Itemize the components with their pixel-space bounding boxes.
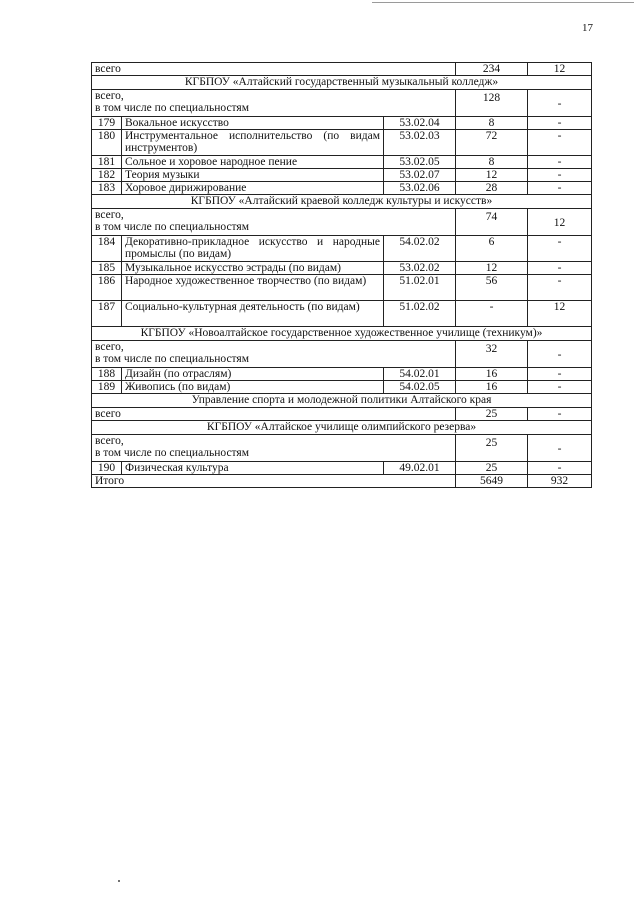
organization-name: КГБПОУ «Новоалтайское государственное художественное училище (техникум)» — [92, 327, 592, 341]
value-2: - — [528, 381, 592, 394]
specialty-code: 51.02.02 — [384, 301, 456, 327]
organization-header-row — [92, 76, 592, 90]
value-1: 56 — [456, 275, 528, 301]
specialty-row — [92, 169, 592, 182]
specialty-code: 53.02.02 — [384, 262, 456, 275]
subtotal-label-line-1: всего, — [95, 341, 124, 353]
organization-header-row — [92, 195, 592, 209]
value-2: 12 — [528, 301, 592, 327]
organization-header-row — [92, 327, 592, 341]
specialty-row — [92, 262, 592, 275]
value-2: - — [528, 182, 592, 195]
value-2: - — [528, 262, 592, 275]
row-number: 185 — [92, 262, 122, 275]
value-2: - — [528, 169, 592, 182]
specialty-row — [92, 381, 592, 394]
specialty-row — [92, 236, 592, 262]
subtotal-label-line-2: в том числе по специальностям — [95, 353, 249, 365]
row-number: 181 — [92, 156, 122, 169]
specialty-name: Декоративно-прикладное искусство и народные промыслы (по видам) — [122, 236, 384, 262]
specialty-name: Сольное и хоровое народное пение — [122, 156, 384, 169]
value-1: 5649 — [456, 475, 528, 488]
total-row — [92, 63, 592, 76]
value-2: - — [528, 130, 592, 156]
subtotal-label-line-1: всего, — [95, 90, 124, 102]
row-number: 184 — [92, 236, 122, 262]
row-number: 180 — [92, 130, 122, 156]
specialty-row — [92, 130, 592, 156]
specialty-name: Дизайн (по отраслям) — [122, 368, 384, 381]
specialty-code: 54.02.02 — [384, 236, 456, 262]
value-1: 8 — [456, 117, 528, 130]
scan-edge-line — [372, 2, 634, 3]
subtotal-label — [92, 209, 456, 236]
value-1: - — [456, 301, 528, 327]
row-number: 182 — [92, 169, 122, 182]
value-2: 12 — [528, 209, 592, 236]
subtotal-row — [92, 341, 592, 368]
specialty-name: Музыкальное искусство эстрады (по видам) — [122, 262, 384, 275]
value-2: - — [528, 368, 592, 381]
specialty-name: Социально-культурная деятельность (по видам) — [122, 301, 384, 327]
page-number: 17 — [582, 22, 593, 34]
value-1: 74 — [456, 209, 528, 236]
specialty-code: 51.02.01 — [384, 275, 456, 301]
value-1: 12 — [456, 169, 528, 182]
organization-name: КГБПОУ «Алтайское училище олимпийского резерва» — [92, 421, 592, 435]
subtotal-row — [92, 90, 592, 117]
value-2: - — [528, 236, 592, 262]
total-label: Итого — [92, 475, 456, 488]
value-2: - — [528, 156, 592, 169]
specialty-name: Теория музыки — [122, 169, 384, 182]
value-2: - — [528, 117, 592, 130]
subtotal-row — [92, 435, 592, 462]
specialty-code: 53.02.05 — [384, 156, 456, 169]
row-number: 188 — [92, 368, 122, 381]
subtotal-label-line-1: всего, — [95, 435, 124, 447]
organization-header-row — [92, 394, 592, 408]
subtotal-label — [92, 435, 456, 462]
total-label: всего — [92, 408, 456, 421]
subtotal-label-line-1: всего, — [95, 209, 124, 221]
specialty-row — [92, 368, 592, 381]
value-1: 8 — [456, 156, 528, 169]
organization-header-row — [92, 421, 592, 435]
specialty-row — [92, 301, 592, 327]
value-2: - — [528, 435, 592, 462]
total-row — [92, 475, 592, 488]
specialty-code: 53.02.06 — [384, 182, 456, 195]
specialty-name: Живопись (по видам) — [122, 381, 384, 394]
value-1: 6 — [456, 236, 528, 262]
specialty-row — [92, 462, 592, 475]
value-2: 932 — [528, 475, 592, 488]
specialty-row — [92, 117, 592, 130]
stray-mark — [118, 880, 120, 882]
specialty-row — [92, 182, 592, 195]
organization-name: КГБПОУ «Алтайский государственный музыкальный колледж» — [92, 76, 592, 90]
row-number: 187 — [92, 301, 122, 327]
total-row — [92, 408, 592, 421]
specialty-name: Физическая культура — [122, 462, 384, 475]
subtotal-label-line-2: в том числе по специальностям — [95, 447, 249, 459]
specialty-code: 53.02.07 — [384, 169, 456, 182]
specialty-code: 54.02.05 — [384, 381, 456, 394]
specialty-code: 49.02.01 — [384, 462, 456, 475]
specialty-row — [92, 156, 592, 169]
value-1: 25 — [456, 408, 528, 421]
row-number: 186 — [92, 275, 122, 301]
value-1: 16 — [456, 368, 528, 381]
value-1: 12 — [456, 262, 528, 275]
value-2: - — [528, 341, 592, 368]
subtotal-label-line-2: в том числе по специальностям — [95, 221, 249, 233]
value-1: 128 — [456, 90, 528, 117]
specialties-table — [91, 62, 592, 488]
table-body — [92, 63, 592, 488]
value-2: - — [528, 275, 592, 301]
value-2: - — [528, 408, 592, 421]
value-1: 25 — [456, 435, 528, 462]
value-1: 72 — [456, 130, 528, 156]
subtotal-label — [92, 341, 456, 368]
value-2: - — [528, 90, 592, 117]
row-number: 189 — [92, 381, 122, 394]
value-1: 234 — [456, 63, 528, 76]
subtotal-row — [92, 209, 592, 236]
specialty-name: Народное художественное творчество (по видам) — [122, 275, 384, 301]
value-1: 32 — [456, 341, 528, 368]
specialty-code: 53.02.03 — [384, 130, 456, 156]
total-label: всего — [92, 63, 456, 76]
value-1: 16 — [456, 381, 528, 394]
specialty-name: Инструментальное исполнительство (по видам инструментов) — [122, 130, 384, 156]
specialty-code: 53.02.04 — [384, 117, 456, 130]
row-number: 190 — [92, 462, 122, 475]
organization-name: Управление спорта и молодежной политики Алтайского края — [92, 394, 592, 408]
row-number: 179 — [92, 117, 122, 130]
value-1: 25 — [456, 462, 528, 475]
specialty-code: 54.02.01 — [384, 368, 456, 381]
organization-name: КГБПОУ «Алтайский краевой колледж культуры и искусств» — [92, 195, 592, 209]
value-2: - — [528, 462, 592, 475]
specialty-row — [92, 275, 592, 301]
specialty-name: Вокальное искусство — [122, 117, 384, 130]
row-number: 183 — [92, 182, 122, 195]
value-1: 28 — [456, 182, 528, 195]
specialty-name: Хоровое дирижирование — [122, 182, 384, 195]
subtotal-label-line-2: в том числе по специальностям — [95, 102, 249, 114]
value-2: 12 — [528, 63, 592, 76]
subtotal-label — [92, 90, 456, 117]
